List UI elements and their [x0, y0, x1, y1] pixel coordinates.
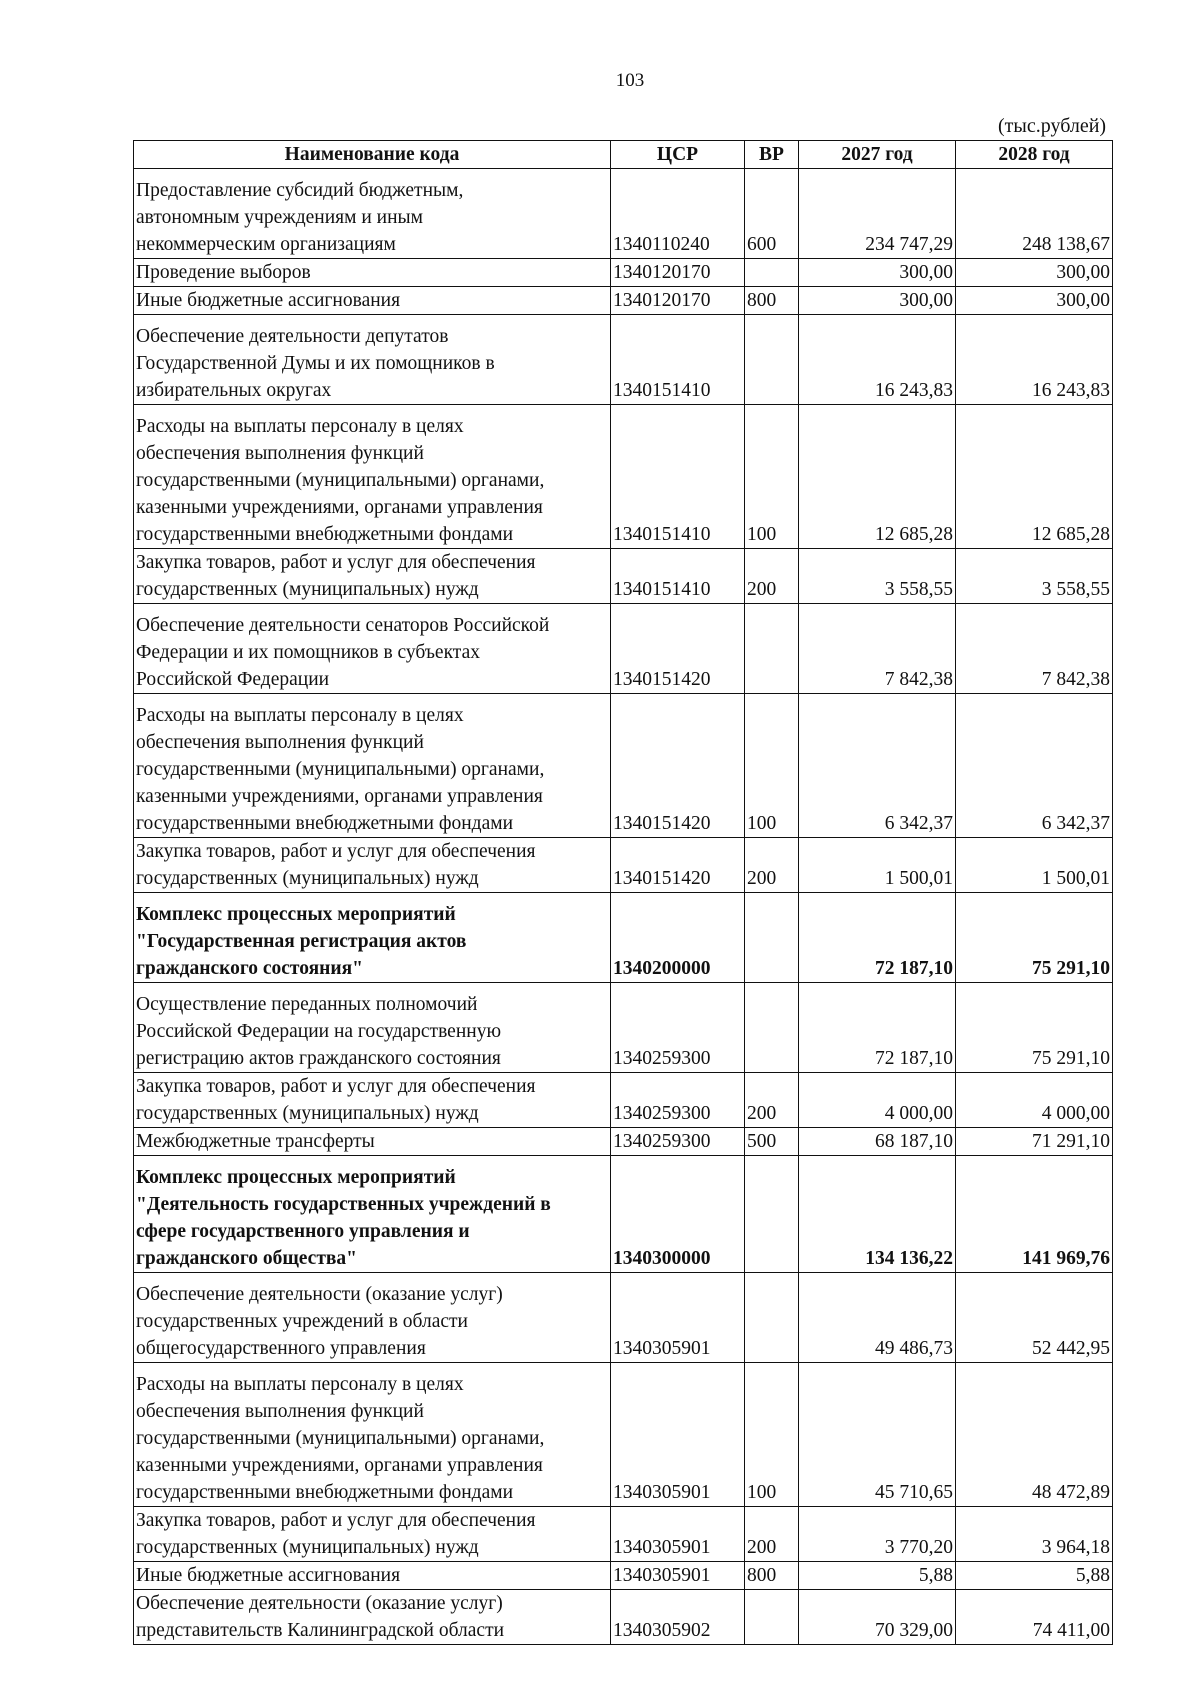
table-row	[134, 259, 1113, 287]
table-row	[134, 983, 1113, 1073]
name-cell: Расходы на выплаты персоналу в целях обеспечения выполнения функций государственными (муниципальными) органами, казенными учреждениями, органами управления государственными внебюджетными фондами	[134, 405, 611, 549]
name-cell: Закупка товаров, работ и услуг для обеспечения государственных (муниципальных) нужд	[134, 838, 611, 893]
amount-2028-cell: 3 558,55	[956, 549, 1113, 604]
vr-cell	[745, 604, 799, 694]
vr-cell: 600	[745, 169, 799, 259]
name-cell: Иные бюджетные ассигнования	[134, 287, 611, 315]
csr-cell: 1340305901	[611, 1273, 745, 1363]
vr-cell	[745, 1156, 799, 1273]
vr-cell	[745, 1273, 799, 1363]
amount-2028-cell: 12 685,28	[956, 405, 1113, 549]
table-header-row	[134, 141, 1113, 169]
vr-cell: 100	[745, 405, 799, 549]
table-row	[134, 315, 1113, 405]
amount-2028-cell: 16 243,83	[956, 315, 1113, 405]
table-row	[134, 893, 1113, 983]
header-2028: 2028 год	[956, 141, 1113, 169]
table-row	[134, 604, 1113, 694]
name-cell: Иные бюджетные ассигнования	[134, 1562, 611, 1590]
csr-cell: 1340151410	[611, 405, 745, 549]
csr-cell: 1340151410	[611, 549, 745, 604]
amount-2027-cell: 1 500,01	[799, 838, 956, 893]
name-cell: Обеспечение деятельности депутатов Государственной Думы и их помощников в избирательных округах	[134, 315, 611, 405]
page-number: 103	[615, 70, 645, 91]
table-row	[134, 1156, 1113, 1273]
amount-2028-cell: 6 342,37	[956, 694, 1113, 838]
table-row	[134, 549, 1113, 604]
csr-cell: 1340110240	[611, 169, 745, 259]
vr-cell: 200	[745, 1507, 799, 1562]
vr-cell: 200	[745, 549, 799, 604]
name-cell: Комплекс процессных мероприятий "Государственная регистрация актов гражданского состояния"	[134, 893, 611, 983]
amount-2028-cell: 3 964,18	[956, 1507, 1113, 1562]
amount-2027-cell: 72 187,10	[799, 983, 956, 1073]
amount-2028-cell: 5,88	[956, 1562, 1113, 1590]
name-cell: Расходы на выплаты персоналу в целях обеспечения выполнения функций государственными (муниципальными) органами, казенными учреждениями, органами управления государственными внебюджетными фондами	[134, 1363, 611, 1507]
amount-2027-cell: 234 747,29	[799, 169, 956, 259]
vr-cell: 500	[745, 1128, 799, 1156]
csr-cell: 1340120170	[611, 259, 745, 287]
header-vr: ВР	[745, 141, 799, 169]
csr-cell: 1340151420	[611, 604, 745, 694]
amount-2028-cell: 300,00	[956, 287, 1113, 315]
csr-cell: 1340151420	[611, 838, 745, 893]
header-name: Наименование кода	[134, 141, 611, 169]
vr-cell: 100	[745, 694, 799, 838]
amount-2028-cell: 75 291,10	[956, 893, 1113, 983]
amount-2028-cell: 75 291,10	[956, 983, 1113, 1073]
vr-cell: 800	[745, 287, 799, 315]
name-cell: Межбюджетные трансферты	[134, 1128, 611, 1156]
vr-cell	[745, 259, 799, 287]
amount-2028-cell: 52 442,95	[956, 1273, 1113, 1363]
vr-cell	[745, 983, 799, 1073]
csr-cell: 1340305901	[611, 1363, 745, 1507]
table-row	[134, 1507, 1113, 1562]
table-row	[134, 1562, 1113, 1590]
amount-2028-cell: 71 291,10	[956, 1128, 1113, 1156]
name-cell: Обеспечение деятельности (оказание услуг) государственных учреждений в области общегосударственного управления	[134, 1273, 611, 1363]
amount-2027-cell: 68 187,10	[799, 1128, 956, 1156]
vr-cell	[745, 315, 799, 405]
amount-2027-cell: 45 710,65	[799, 1363, 956, 1507]
csr-cell: 1340200000	[611, 893, 745, 983]
amount-2027-cell: 3 558,55	[799, 549, 956, 604]
amount-2027-cell: 16 243,83	[799, 315, 956, 405]
amount-2027-cell: 7 842,38	[799, 604, 956, 694]
name-cell: Обеспечение деятельности сенаторов Российской Федерации и их помощников в субъектах Российской Федерации	[134, 604, 611, 694]
amount-2027-cell: 70 329,00	[799, 1590, 956, 1645]
amount-2027-cell: 4 000,00	[799, 1073, 956, 1128]
csr-cell: 1340305902	[611, 1590, 745, 1645]
csr-cell: 1340305901	[611, 1562, 745, 1590]
table-row	[134, 1073, 1113, 1128]
name-cell: Комплекс процессных мероприятий "Деятельность государственных учреждений в сфере государственного управления и гражданского общества"	[134, 1156, 611, 1273]
amount-2027-cell: 300,00	[799, 259, 956, 287]
csr-cell: 1340300000	[611, 1156, 745, 1273]
name-cell: Проведение выборов	[134, 259, 611, 287]
amount-2027-cell: 5,88	[799, 1562, 956, 1590]
csr-cell: 1340151410	[611, 315, 745, 405]
csr-cell: 1340151420	[611, 694, 745, 838]
vr-cell: 200	[745, 1073, 799, 1128]
vr-cell: 800	[745, 1562, 799, 1590]
table-row	[134, 1363, 1113, 1507]
amount-2027-cell: 49 486,73	[799, 1273, 956, 1363]
name-cell: Предоставление субсидий бюджетным, автономным учреждениям и иным некоммерческим организациям	[134, 169, 611, 259]
header-csr: ЦСР	[611, 141, 745, 169]
budget-table	[133, 140, 1113, 1645]
table-row	[134, 405, 1113, 549]
amount-2027-cell: 12 685,28	[799, 405, 956, 549]
amount-2028-cell: 48 472,89	[956, 1363, 1113, 1507]
header-2027: 2027 год	[799, 141, 956, 169]
table-row	[134, 1273, 1113, 1363]
table-row	[134, 694, 1113, 838]
units-label: (тыс.рублей)	[998, 115, 1107, 137]
amount-2028-cell: 4 000,00	[956, 1073, 1113, 1128]
table-row	[134, 1590, 1113, 1645]
amount-2027-cell: 3 770,20	[799, 1507, 956, 1562]
amount-2027-cell: 72 187,10	[799, 893, 956, 983]
table-row	[134, 169, 1113, 259]
vr-cell	[745, 893, 799, 983]
table-row	[134, 838, 1113, 893]
name-cell: Закупка товаров, работ и услуг для обеспечения государственных (муниципальных) нужд	[134, 1507, 611, 1562]
name-cell: Осуществление переданных полномочий Российской Федерации на государственную регистрацию актов гражданского состояния	[134, 983, 611, 1073]
csr-cell: 1340120170	[611, 287, 745, 315]
table-row	[134, 1128, 1113, 1156]
csr-cell: 1340259300	[611, 1073, 745, 1128]
csr-cell: 1340305901	[611, 1507, 745, 1562]
amount-2028-cell: 300,00	[956, 259, 1113, 287]
table-row	[134, 287, 1113, 315]
amount-2028-cell: 248 138,67	[956, 169, 1113, 259]
name-cell: Расходы на выплаты персоналу в целях обеспечения выполнения функций государственными (муниципальными) органами, казенными учреждениями, органами управления государственными внебюджетными фондами	[134, 694, 611, 838]
name-cell: Закупка товаров, работ и услуг для обеспечения государственных (муниципальных) нужд	[134, 549, 611, 604]
name-cell: Закупка товаров, работ и услуг для обеспечения государственных (муниципальных) нужд	[134, 1073, 611, 1128]
amount-2027-cell: 134 136,22	[799, 1156, 956, 1273]
vr-cell: 100	[745, 1363, 799, 1507]
vr-cell: 200	[745, 838, 799, 893]
amount-2028-cell: 7 842,38	[956, 604, 1113, 694]
csr-cell: 1340259300	[611, 1128, 745, 1156]
csr-cell: 1340259300	[611, 983, 745, 1073]
amount-2028-cell: 1 500,01	[956, 838, 1113, 893]
vr-cell	[745, 1590, 799, 1645]
amount-2027-cell: 6 342,37	[799, 694, 956, 838]
amount-2027-cell: 300,00	[799, 287, 956, 315]
amount-2028-cell: 141 969,76	[956, 1156, 1113, 1273]
name-cell: Обеспечение деятельности (оказание услуг) представительств Калининградской области	[134, 1590, 611, 1645]
amount-2028-cell: 74 411,00	[956, 1590, 1113, 1645]
